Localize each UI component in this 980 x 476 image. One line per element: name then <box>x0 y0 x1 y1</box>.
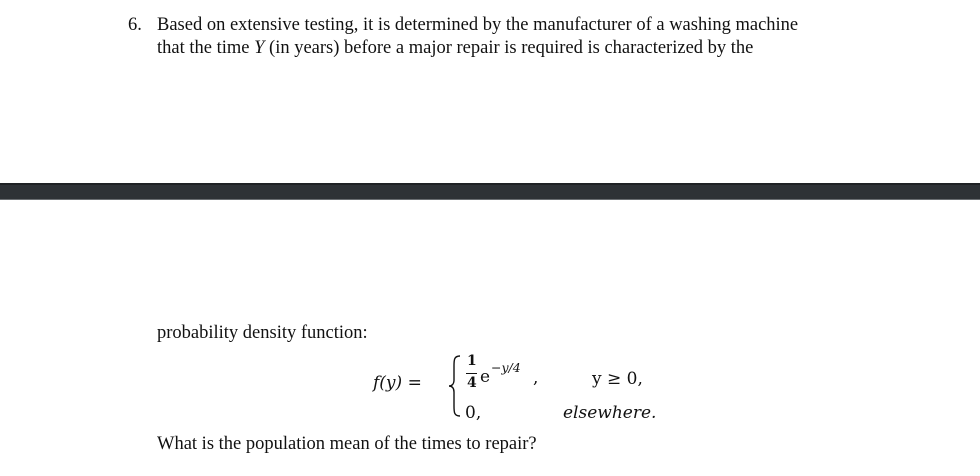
text-fragment: (in years) before a major repair is required is characterized by the <box>264 38 754 58</box>
exp-base: e <box>480 367 491 387</box>
exp-exponent: −y/4 <box>491 360 521 375</box>
variable-y: Y <box>254 38 265 58</box>
case1-comma: , <box>533 368 539 388</box>
problem-text-line-1: Based on extensive testing, it is determined by the manufacturer of a washing machine <box>157 15 799 35</box>
text-fragment: that the time <box>157 38 255 58</box>
formula-lhs: f(y) = <box>373 373 422 393</box>
case1-condition: y ≥ 0, <box>592 369 643 389</box>
problem-number: 6. <box>128 15 142 35</box>
pdf-label: probability density function: <box>157 323 368 343</box>
case2-condition: elsewhere. <box>563 403 657 423</box>
left-brace-icon <box>448 354 462 418</box>
fraction-denominator: 4 <box>467 375 477 391</box>
case2-value: 0, <box>465 403 482 423</box>
fraction-numerator: 1 <box>467 353 477 369</box>
question-text: What is the population mean of the times to repair? <box>157 434 537 454</box>
